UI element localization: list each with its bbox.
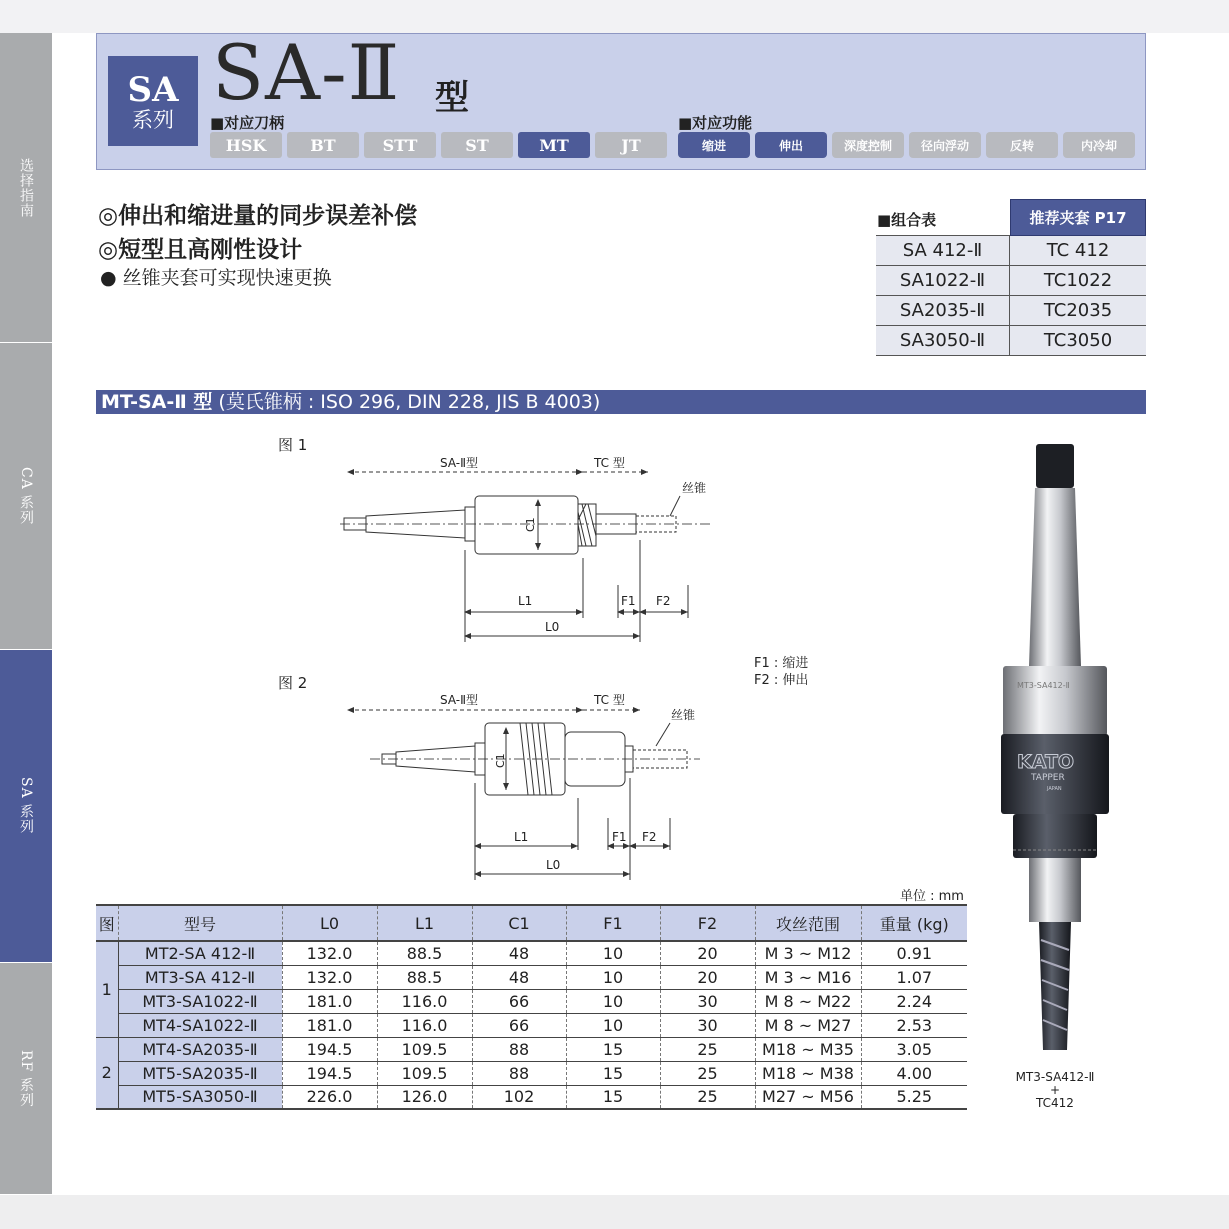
- cell: 132.0: [282, 965, 377, 989]
- cell: 88: [472, 1037, 566, 1061]
- label-f2: F2: [656, 594, 671, 608]
- cell: 10: [566, 941, 660, 965]
- label-f2: F2: [642, 830, 657, 844]
- cell: 194.5: [282, 1037, 377, 1061]
- col-weight: 重量 (kg): [861, 905, 967, 941]
- cell: 30: [660, 1013, 755, 1037]
- combo-model: SA2035-Ⅱ: [876, 296, 1010, 325]
- col-model: 型号: [118, 905, 282, 941]
- combo-model: SA1022-Ⅱ: [876, 266, 1010, 295]
- label-l0: L0: [546, 858, 561, 872]
- combo-model: SA3050-Ⅱ: [876, 326, 1010, 355]
- cell: 15: [566, 1085, 660, 1109]
- photo-nut: [1013, 814, 1097, 858]
- photo-tang: [1036, 444, 1074, 488]
- tap-leader: [670, 496, 680, 516]
- cell: 2.24: [861, 989, 967, 1013]
- photo-brand: KATO: [1017, 751, 1075, 773]
- cell: 25: [660, 1061, 755, 1085]
- cell: 10: [566, 1013, 660, 1037]
- table-row: [96, 989, 967, 1013]
- side-tab-sa[interactable]: SA 系列: [0, 650, 52, 963]
- col-c1: C1: [472, 905, 566, 941]
- cell: M 3 ~ M16: [755, 965, 861, 989]
- function-chip-retract: 缩进: [678, 132, 750, 158]
- cell: 102: [472, 1085, 566, 1109]
- label-tap: 丝锥: [671, 708, 696, 722]
- photo-taper: [1029, 488, 1081, 666]
- col-l1: L1: [377, 905, 472, 941]
- logo-series: 系列: [132, 108, 174, 132]
- model-cell: MT3-SA 412-Ⅱ: [118, 965, 282, 989]
- cell: M18 ~ M35: [755, 1037, 861, 1061]
- label-f1: F1: [621, 594, 636, 608]
- photo-brand-origin: JAPAN: [1047, 786, 1062, 792]
- label-l0: L0: [545, 620, 560, 634]
- holder-chip-mt: MT: [518, 132, 590, 158]
- feature-1: ◎伸出和缩进量的同步误差补偿: [98, 203, 418, 229]
- holder-chip-bt: BT: [287, 132, 359, 158]
- cell: M18 ~ M38: [755, 1061, 861, 1085]
- holder-chip-st: ST: [441, 132, 513, 158]
- logo-sa: SA: [127, 70, 179, 110]
- tap-leader: [656, 723, 670, 746]
- label-l1: L1: [518, 594, 533, 608]
- cell: M27 ~ M56: [755, 1085, 861, 1109]
- knurl: [578, 504, 596, 546]
- section-subtitle: (莫氏锥柄 : ISO 296, DIN 228, JIS B 4003): [212, 391, 601, 413]
- photo-caption: [1000, 1071, 1110, 1110]
- photo-brand-sub: TAPPER: [1031, 773, 1065, 783]
- feature-sub: ● 丝锥夹套可实现快速更换: [100, 267, 332, 289]
- cell: 3.05: [861, 1037, 967, 1061]
- holder-label: ■对应刀柄: [210, 114, 285, 132]
- cell: 66: [472, 989, 566, 1013]
- page-title-suffix: 型: [435, 78, 469, 118]
- cell: M 3 ~ M12: [755, 941, 861, 965]
- figure-2-label: 图 2: [278, 674, 308, 692]
- photo-caption-collet: TC412: [1036, 1096, 1074, 1110]
- cell: 66: [472, 1013, 566, 1037]
- legend-f2: F2 : 伸出: [754, 673, 809, 688]
- cell: M 8 ~ M22: [755, 989, 861, 1013]
- photo-caption-plus: +: [1049, 1083, 1061, 1097]
- knurl: [520, 723, 552, 795]
- spec-header-row: [96, 905, 967, 941]
- legend-f1: F1 : 缩进: [754, 656, 809, 671]
- col-f2: F2: [660, 905, 755, 941]
- cell: 30: [660, 989, 755, 1013]
- table-row: [96, 1013, 967, 1037]
- function-chip-reverse: 反转: [986, 132, 1058, 158]
- photo-caption-model: MT3-SA412-Ⅱ: [1015, 1070, 1095, 1084]
- cell: 132.0: [282, 941, 377, 965]
- cell: 88: [472, 1061, 566, 1085]
- combo-row: [876, 326, 1146, 356]
- model-cell: MT2-SA 412-Ⅱ: [118, 941, 282, 965]
- cell: M 8 ~ M27: [755, 1013, 861, 1037]
- cell: 226.0: [282, 1085, 377, 1109]
- combo-row: [876, 296, 1146, 326]
- cell: 181.0: [282, 989, 377, 1013]
- label-tc-type: TC 型: [594, 693, 625, 707]
- cell: 10: [566, 989, 660, 1013]
- label-f1: F1: [612, 830, 627, 844]
- label-l1: L1: [514, 830, 529, 844]
- combo-collet: TC2035: [1043, 300, 1113, 321]
- model-cell: MT4-SA1022-Ⅱ: [118, 1013, 282, 1037]
- photo-upper-body: [1003, 666, 1107, 736]
- col-f1: F1: [566, 905, 660, 941]
- figure-1-label: 图 1: [278, 436, 308, 454]
- spec-table: [96, 904, 967, 1110]
- figure-1-drawing: [330, 450, 730, 650]
- cell: 25: [660, 1037, 755, 1061]
- combo-row: [876, 236, 1146, 266]
- label-c1: C1: [494, 753, 507, 768]
- function-chip-coolant: 内冷却: [1063, 132, 1135, 158]
- combo-collet: TC 412: [1046, 240, 1110, 261]
- table-row: [96, 1061, 967, 1085]
- combo-collet: TC1022: [1043, 270, 1113, 291]
- cell: 116.0: [377, 1013, 472, 1037]
- holder-chip-jt: JT: [595, 132, 667, 158]
- table-row: [96, 941, 967, 965]
- product-photo: [995, 440, 1115, 1065]
- section-title: MT-SA-Ⅱ 型: [101, 391, 213, 413]
- table-row: [96, 965, 967, 989]
- cell: 116.0: [377, 989, 472, 1013]
- photo-engraving: MT3-SA412-Ⅱ: [1017, 681, 1070, 690]
- cell: 10: [566, 965, 660, 989]
- side-tab-rf[interactable]: RF 系列: [0, 963, 52, 1195]
- label-tap: 丝锥: [682, 481, 707, 495]
- cell: 126.0: [377, 1085, 472, 1109]
- table-row: [96, 1085, 967, 1109]
- cell: 5.25: [861, 1085, 967, 1109]
- side-tab-ca[interactable]: CA 系列: [0, 343, 52, 650]
- model-cell: MT4-SA2035-Ⅱ: [118, 1037, 282, 1061]
- series-logo: [108, 56, 198, 146]
- cell: 88.5: [377, 965, 472, 989]
- fig-cell: 2: [96, 1037, 118, 1109]
- page-title: SA-Ⅱ: [212, 28, 401, 117]
- label-sa-type: SA-Ⅱ型: [440, 693, 479, 707]
- cell: 1.07: [861, 965, 967, 989]
- section-bar: [96, 390, 1146, 414]
- combo-header: 推荐夹套 P17: [1010, 199, 1146, 236]
- cell: 88.5: [377, 941, 472, 965]
- cell: 15: [566, 1061, 660, 1085]
- cell: 109.5: [377, 1061, 472, 1085]
- col-fig: 图: [96, 905, 118, 941]
- combo-model: SA 412-Ⅱ: [876, 236, 1010, 265]
- col-tap-range: 攻丝范围: [755, 905, 861, 941]
- side-tab-guide[interactable]: 选择指南: [0, 33, 52, 343]
- cell: 0.91: [861, 941, 967, 965]
- function-chip-depth: 深度控制: [832, 132, 904, 158]
- cell: 181.0: [282, 1013, 377, 1037]
- bottom-band: [0, 1195, 1229, 1229]
- cell: 48: [472, 941, 566, 965]
- cell: 109.5: [377, 1037, 472, 1061]
- label-c1: C1: [524, 517, 537, 532]
- cell: 20: [660, 965, 755, 989]
- figure-2-drawing: [330, 688, 730, 883]
- unit-label: 单位 : mm: [900, 889, 964, 904]
- combo-row: [876, 266, 1146, 296]
- combo-collet: TC3050: [1043, 330, 1113, 351]
- holder-chip-stt: STT: [364, 132, 436, 158]
- cell: 4.00: [861, 1061, 967, 1085]
- photo-collet: [1029, 858, 1081, 922]
- combo-label: ■组合表: [877, 211, 937, 229]
- function-chip-radial: 径向浮动: [909, 132, 981, 158]
- table-row: [96, 1037, 967, 1061]
- cell: 25: [660, 1085, 755, 1109]
- model-cell: MT5-SA3050-Ⅱ: [118, 1085, 282, 1109]
- function-label: ■对应功能: [678, 114, 753, 132]
- cell: 48: [472, 965, 566, 989]
- cell: 20: [660, 941, 755, 965]
- cell: 2.53: [861, 1013, 967, 1037]
- feature-2: ◎短型且高刚性设计: [98, 237, 303, 263]
- fig-cell: 1: [96, 941, 118, 1037]
- model-cell: MT3-SA1022-Ⅱ: [118, 989, 282, 1013]
- label-tc-type: TC 型: [594, 456, 625, 470]
- cell: 15: [566, 1037, 660, 1061]
- cell: 194.5: [282, 1061, 377, 1085]
- function-chip-extend: 伸出: [755, 132, 827, 158]
- label-sa-type: SA-Ⅱ型: [440, 456, 479, 470]
- holder-chip-hsk: HSK: [210, 132, 282, 158]
- col-l0: L0: [282, 905, 377, 941]
- model-cell: MT5-SA2035-Ⅱ: [118, 1061, 282, 1085]
